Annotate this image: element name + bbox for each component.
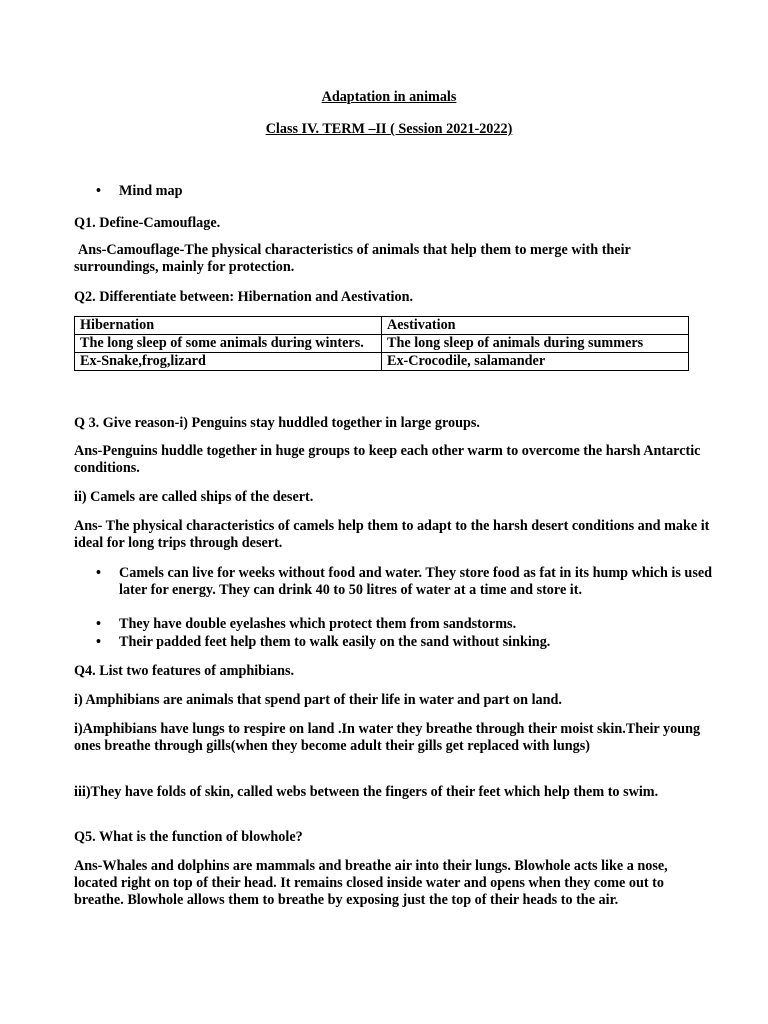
document-title: Adaptation in animals	[321, 89, 457, 105]
camel-fact-item: They have double eyelashes which protect them from sandstorms.	[119, 616, 517, 632]
answer-3-i: Ans-Penguins huddle together in huge groups to keep each other warm to overcome the harsh Antarctic conditions.	[74, 443, 701, 476]
document-subtitle: Class IV. TERM –II ( Session 2021-2022)	[265, 121, 513, 137]
table-cell: Ex-Crocodile, salamander	[382, 353, 689, 371]
bullet-icon: •	[96, 634, 101, 650]
answer-4-i: i) Amphibians are animals that spend part of their life in water and part on land.	[74, 692, 562, 708]
question-3: Q 3. Give reason-i) Penguins stay huddled together in large groups.	[74, 415, 480, 431]
table-cell: The long sleep of animals during summers	[382, 335, 689, 353]
question-4: Q4. List two features of amphibians.	[74, 663, 295, 679]
table-header-aestivation: Aestivation	[382, 317, 689, 335]
camel-fact-item: Their padded feet help them to walk easily on the sand without sinking.	[119, 634, 551, 650]
mind-map-item: Mind map	[119, 183, 183, 199]
question-2: Q2. Differentiate between: Hibernation and Aestivation.	[74, 289, 414, 305]
table-header-hibernation: Hibernation	[75, 317, 382, 335]
table-cell: Ex-Snake,frog,lizard	[75, 353, 382, 371]
bullet-icon: •	[96, 616, 101, 632]
table-header-row	[75, 317, 689, 335]
answer-3-ii: Ans- The physical characteristics of camels help them to adapt to the harsh desert conditions and make it ideal for long trips through desert.	[74, 518, 710, 551]
table-row	[75, 353, 689, 371]
comparison-table	[74, 316, 689, 371]
question-1: Q1. Define-Camouflage.	[74, 215, 221, 231]
answer-1: Ans-Camouflage-The physical characteristics of animals that help them to merge with their surroundings, mainly for protection.	[74, 242, 631, 275]
answer-4-iii: iii)They have folds of skin, called webs between the fingers of their feet which help them to swim.	[74, 784, 659, 800]
bullet-icon: •	[96, 565, 101, 581]
answer-4-ii: i)Amphibians have lungs to respire on land .In water they breathe through their moist skin.Their young ones breathe through gills(when they become adult their gills get replaced with lungs)	[74, 721, 701, 754]
question-3-ii: ii) Camels are called ships of the desert.	[74, 489, 314, 505]
table-cell: The long sleep of some animals during winters.	[75, 335, 382, 353]
question-5: Q5. What is the function of blowhole?	[74, 829, 303, 845]
camel-fact-item: Camels can live for weeks without food and water. They store food as fat in its hump which is used later for energy. They can drink 40 to 50 litres of water at a time and store it.	[119, 565, 713, 598]
bullet-icon: •	[96, 183, 101, 199]
table-row	[75, 335, 689, 353]
answer-5: Ans-Whales and dolphins are mammals and breathe air into their lungs. Blowhole acts like a nose, located right on top of their head. It remains closed inside water and opens when they come out to breathe. Blowhole allows them to breathe by exposing just the top of their heads to the air.	[74, 858, 668, 908]
